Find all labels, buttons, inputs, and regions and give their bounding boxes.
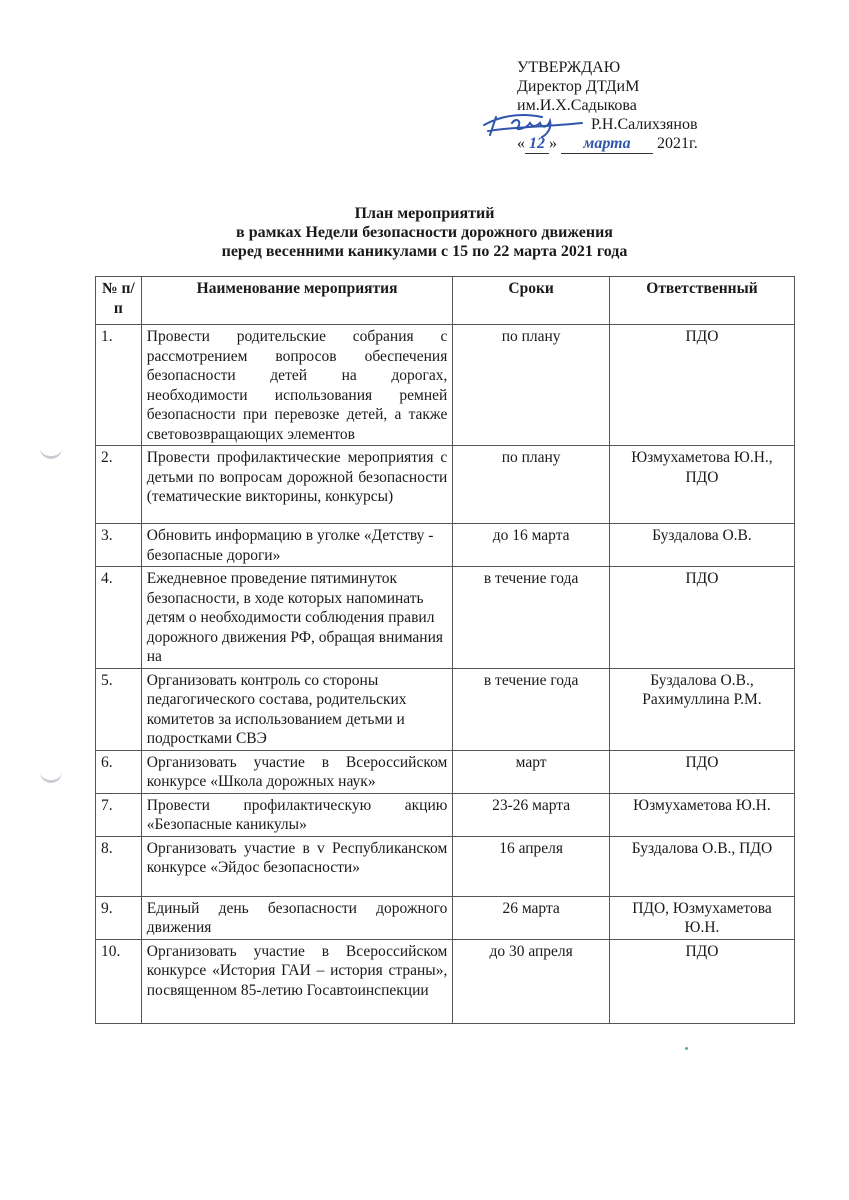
- table-row: [96, 325, 795, 446]
- table-row: [96, 836, 795, 896]
- date-month: марта: [561, 134, 653, 154]
- scan-speck: [685, 1047, 688, 1050]
- row-responsible: ПДО: [609, 939, 794, 1023]
- row-name: Провести родительские собрания с рассмотрением вопросов обеспечения безопасности детей на дорогах, необходимости использования ремней безопасности при перевозке детей, а также световозвращающих элементов: [141, 325, 453, 446]
- row-date: по плану: [453, 446, 610, 524]
- document-title: [0, 204, 849, 261]
- table-row: [96, 896, 795, 939]
- row-responsible: ПДО: [609, 567, 794, 669]
- table-row: [96, 567, 795, 669]
- row-num: 8.: [96, 836, 142, 896]
- row-date: в течение года: [453, 668, 610, 750]
- approval-signature-line: [517, 115, 698, 134]
- row-responsible: ПДО, Юзмухаметова Ю.Н.: [609, 896, 794, 939]
- row-date: 16 апреля: [453, 836, 610, 896]
- row-num: 1.: [96, 325, 142, 446]
- row-num: 4.: [96, 567, 142, 669]
- row-responsible: Буздалова О.В., Рахимуллина Р.М.: [609, 668, 794, 750]
- punch-hole-top: [40, 446, 62, 459]
- row-responsible: Буздалова О.В.: [609, 524, 794, 567]
- header-name: Наименование мероприятия: [141, 277, 453, 325]
- date-day: 12: [525, 134, 549, 154]
- table-row: [96, 793, 795, 836]
- row-num: 9.: [96, 896, 142, 939]
- row-responsible: ПДО: [609, 750, 794, 793]
- punch-hole-bottom: [40, 770, 62, 783]
- row-num: 10.: [96, 939, 142, 1023]
- row-name: Провести профилактическую акцию «Безопасные каникулы»: [141, 793, 453, 836]
- approval-date: « 12 » марта 2021г.: [517, 135, 698, 152]
- approval-heading: УТВЕРЖДАЮ: [517, 59, 621, 76]
- row-responsible: Юзмухаметова Ю.Н.: [609, 793, 794, 836]
- row-name: Организовать участие в Всероссийском конкурсе «История ГАИ – история страны», посвященном 85-летию Госавтоинспекции: [141, 939, 453, 1023]
- table-row: [96, 939, 795, 1023]
- signer-name: Р.Н.Салихзянов: [591, 116, 698, 133]
- row-date: до 16 марта: [453, 524, 610, 567]
- table-row: [96, 750, 795, 793]
- approval-organization: им.И.Х.Садыкова: [517, 97, 637, 114]
- header-num: № п/п: [96, 277, 142, 325]
- table-row: [96, 446, 795, 524]
- row-name: Ежедневное проведение пятиминуток безопасности, в ходе которых напоминать детям о необходимости соблюдения правил дорожного движения РФ, обращая внимания на: [141, 567, 453, 669]
- row-num: 2.: [96, 446, 142, 524]
- row-responsible: Буздалова О.В., ПДО: [609, 836, 794, 896]
- table-row: [96, 524, 795, 567]
- date-year: 2021г.: [657, 135, 698, 152]
- row-responsible: Юзмухаметова Ю.Н., ПДО: [609, 446, 794, 524]
- row-date: в течение года: [453, 567, 610, 669]
- events-table: [95, 276, 795, 1024]
- title-line-3: перед весенними каникулами с 15 по 22 марта 2021 года: [221, 243, 628, 260]
- row-num: 5.: [96, 668, 142, 750]
- header-date: Сроки: [453, 277, 610, 325]
- table-row: [96, 668, 795, 750]
- row-responsible: ПДО: [609, 325, 794, 446]
- table-header-row: [96, 277, 795, 325]
- approval-block: [517, 58, 698, 154]
- title-line-1: План мероприятий: [354, 205, 495, 222]
- row-num: 6.: [96, 750, 142, 793]
- header-responsible: Ответственный: [609, 277, 794, 325]
- row-name: Единый день безопасности дорожного движения: [141, 896, 453, 939]
- row-date: 26 марта: [453, 896, 610, 939]
- row-name: Организовать участие в v Республиканском конкурсе «Эйдос безопасности»: [141, 836, 453, 896]
- title-line-2: в рамках Недели безопасности дорожного движения: [236, 224, 613, 241]
- row-date: март: [453, 750, 610, 793]
- row-date: по плану: [453, 325, 610, 446]
- row-name: Организовать участие в Всероссийском конкурсе «Школа дорожных наук»: [141, 750, 453, 793]
- row-name: Организовать контроль со стороны педагогического состава, родительских комитетов за использованием детьми и подростками СВЭ: [141, 668, 453, 750]
- row-num: 3.: [96, 524, 142, 567]
- row-name: Обновить информацию в уголке «Детству - безопасные дороги»: [141, 524, 453, 567]
- approval-position: Директор ДТДиМ: [517, 78, 640, 95]
- row-num: 7.: [96, 793, 142, 836]
- row-date: 23-26 марта: [453, 793, 610, 836]
- row-name: Провести профилактические мероприятия с детьми по вопросам дорожной безопасности (тематические викторины, конкурсы): [141, 446, 453, 524]
- row-date: до 30 апреля: [453, 939, 610, 1023]
